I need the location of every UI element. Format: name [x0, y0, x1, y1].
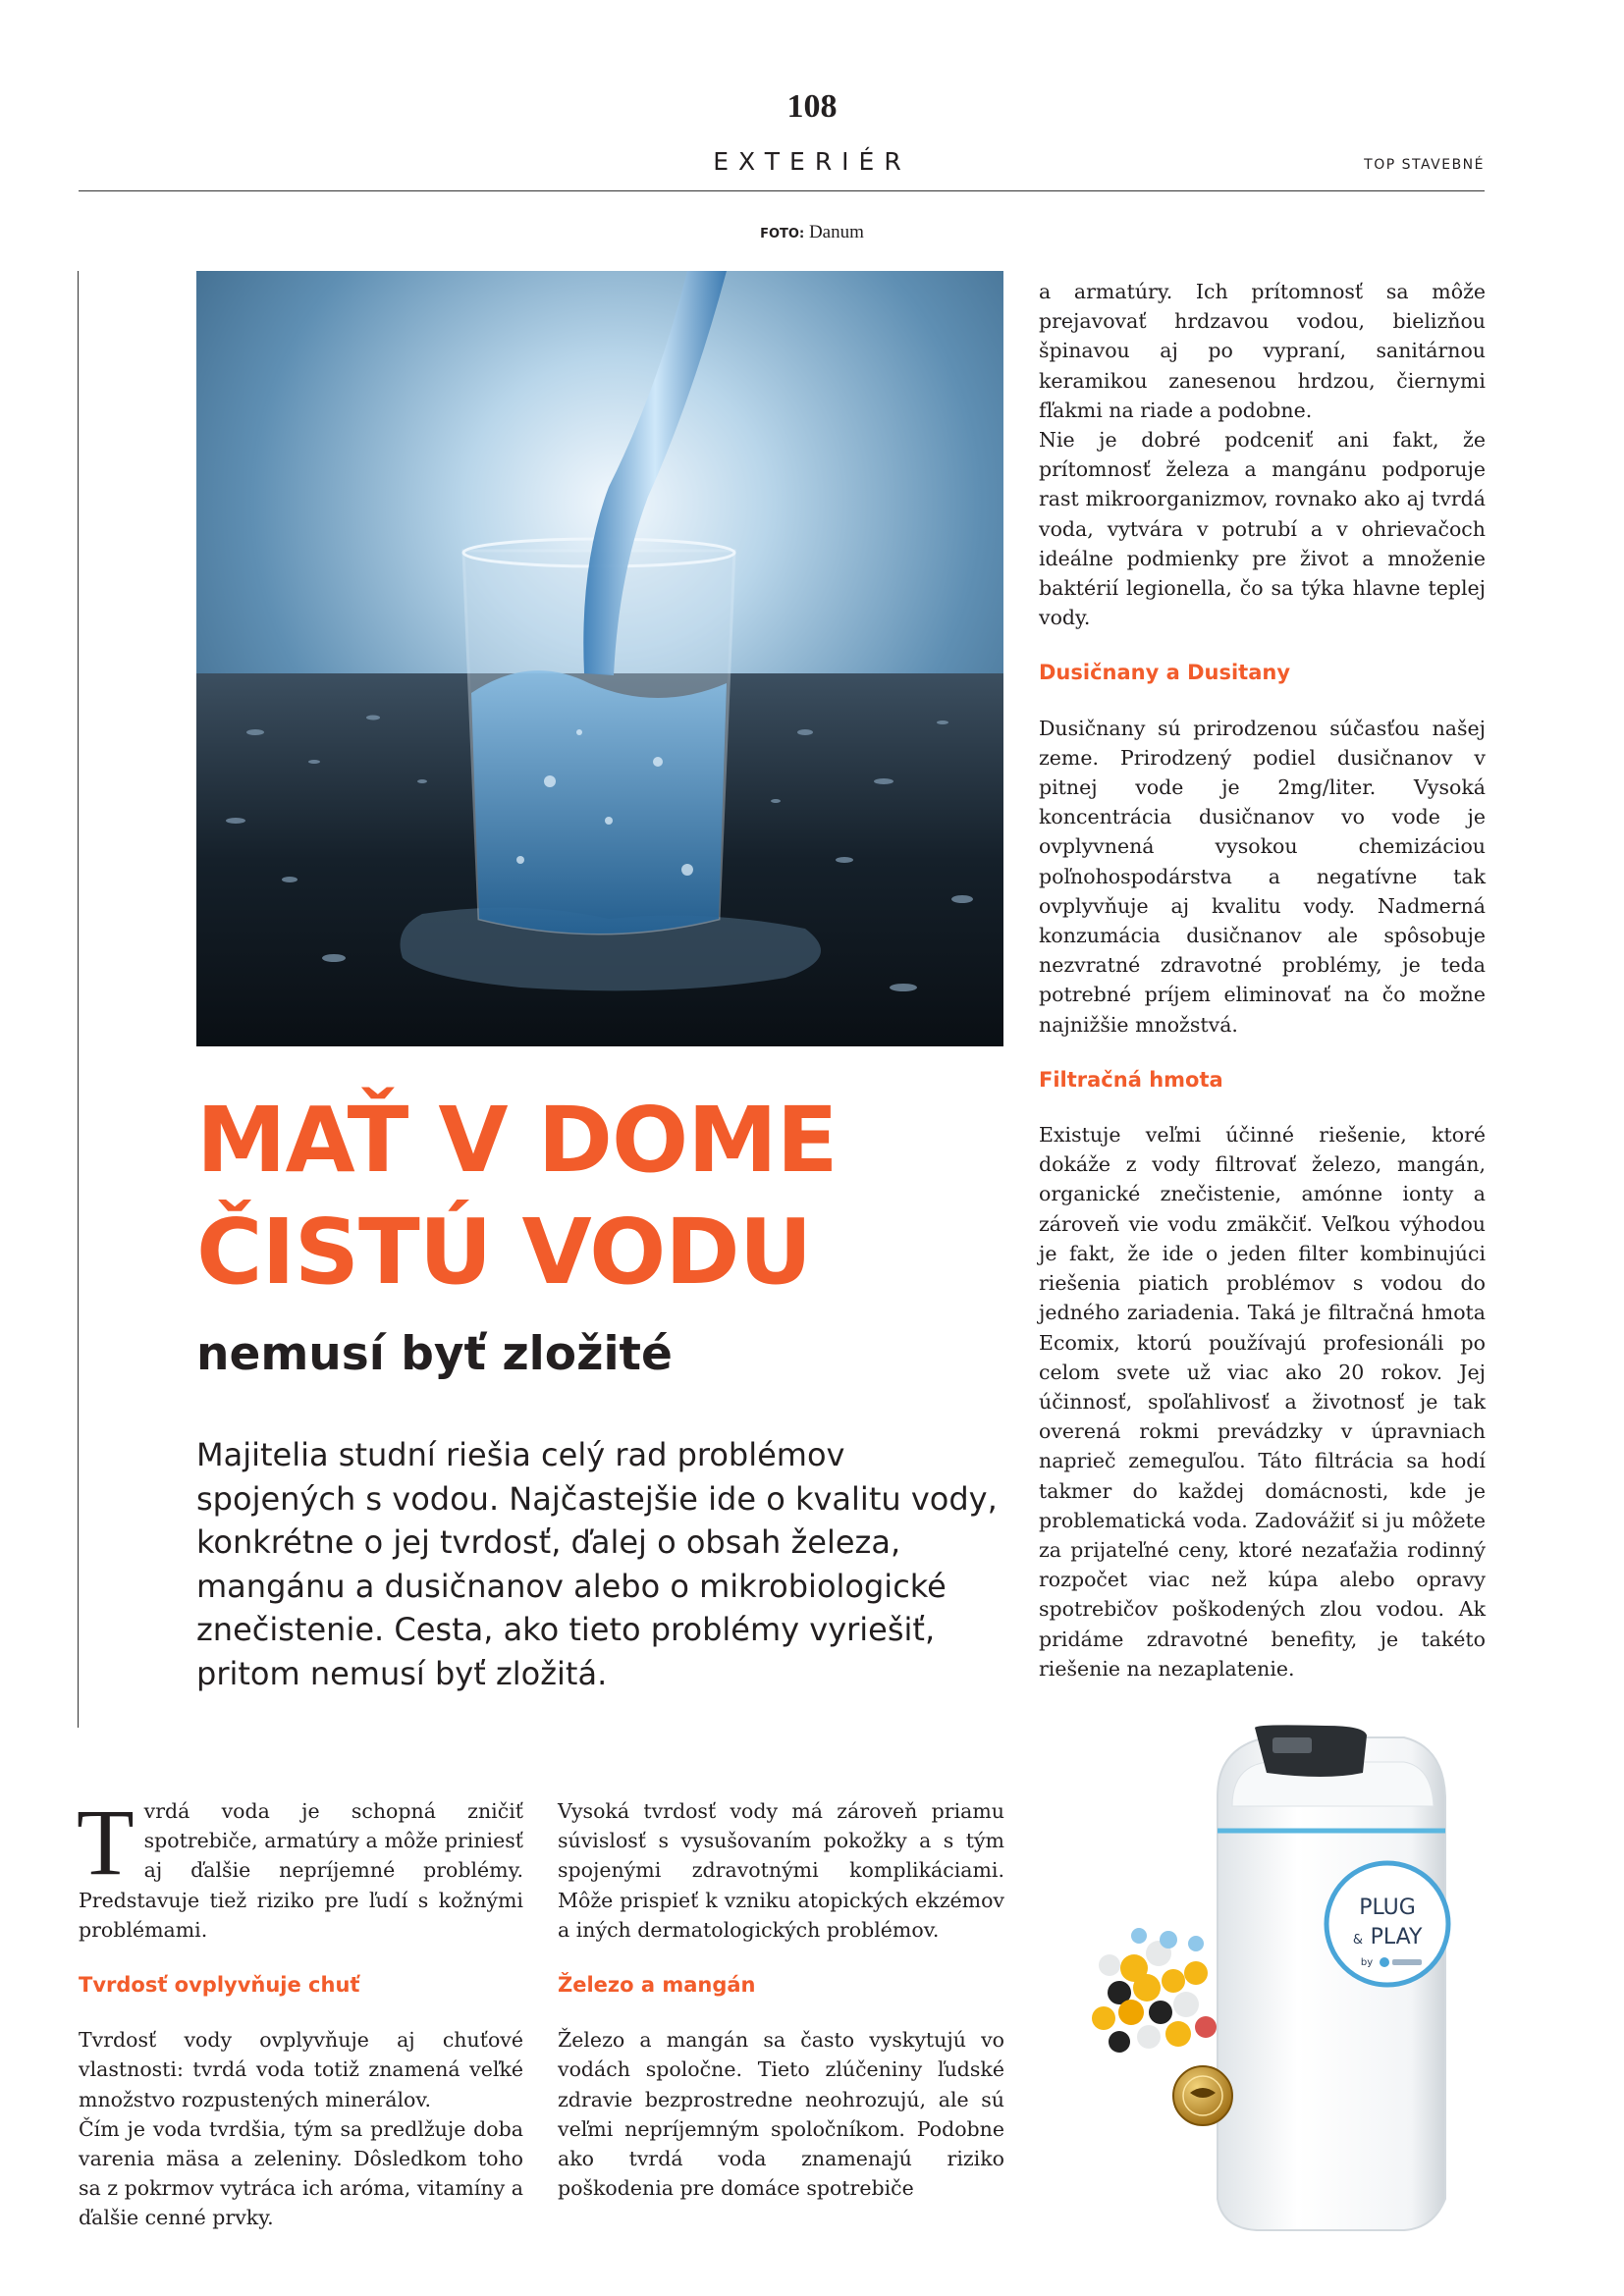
side-divider [78, 271, 79, 1728]
body-column-1 [77, 1789, 523, 2233]
publication-name: TOP STAVEBNÉ [1364, 157, 1485, 173]
product-photo-water-softener [1080, 1708, 1512, 2238]
article-subtitle: nemusí byť zložité [196, 1327, 673, 1381]
molecule-icon [1092, 1928, 1217, 2053]
article-title-line-2: ČISTÚ VODU [196, 1200, 812, 1305]
article-lead: Majitelia studní riešia celý rad problémov spojených s vodou. Najčastejšie ide o kvalitu vody, konkrétne o jej tvrdosť, ďalej o obsah železa, mangánu a dusičnanov alebo o mikrobiologické znečistenie. Cesta, ako tieto problémy vyriešiť, pritom nemusí byť zložitá. [196, 1436, 998, 1692]
subheading-tvrdost: Tvrdosť ovplyvňuje chuť [79, 1973, 360, 1998]
paragraph [77, 1789, 523, 1945]
badge-by: by [1360, 1957, 1374, 1968]
section-title: EXTERIÉR [713, 147, 911, 176]
paragraph: Vysoká tvrdosť vody má zároveň priamu súvislosť s vysušovaním pokožky a s tým spojenými zdravotnými komplikáciami. Môže prispieť k vzniku atopických ekzémov a iných dermatologických problémov. [558, 1799, 1004, 1942]
subheading-filtracna-hmota: Filtračná hmota [1039, 1067, 1223, 1092]
header-divider [79, 190, 1485, 191]
subheading-dusicnany: Dusičnany a Dusitany [1039, 661, 1291, 685]
article-title [196, 1085, 838, 1308]
photo-credit-label: FOTO: [760, 227, 805, 241]
badge-ampersand: & [1352, 1933, 1364, 1948]
paragraph: Čím je voda tvrdšia, tým sa predlžuje doba varenia mäsa a zeleniny. Dôsledkom toho sa z pokrmov vytráca ich aróma, vitamíny a ďalšie cenné prvky. [79, 2116, 523, 2230]
paragraph-text: vrdá voda je schopná zničiť spotrebiče, armatúry a môže priniesť aj ďalšie nepríjemné problémy. Predstavuje tiež riziko pre ľudí s kožnými problémami. [79, 1799, 523, 1942]
hero-photo-water-glass [196, 271, 1003, 1046]
subheading-zelezo: Železo a mangán [558, 1973, 756, 1998]
paragraph: Tvrdosť vody ovplyvňuje aj chuťové vlastnosti: tvrdá voda totiž znamená veľké množstvo rozpustených minerálov. [79, 2028, 523, 2111]
badge-play: PLAY [1370, 1925, 1423, 1949]
article-title-line-1: MAŤ V DOME [196, 1088, 838, 1193]
paragraph: a armatúry. Ich prítomnosť sa môže prejavovať hrdzavou vodou, bielizňou špinavou aj po vypraní, sanitárnou keramikou zanesenou hrdzou, čiernymi fľakmi na riade a podobne. [1039, 280, 1486, 422]
paragraph: Dusičnany sú prirodzenou súčasťou našej zeme. Prirodzený podiel dusičnanov v pitnej vode je 2mg/liter. Vysoká koncentrácia dusičnanov vo vode je ovplyvnená vysokou chemizáciou poľnohospodárstva a negatívne tak ovplyvňuje aj kvalitu vody. Nadmerná konzumácia dusičnanov ale spôsobuje nezvratné zdravotné problémy, je teda potrebné príjem eliminovať na čo možne najnižšie množstvá. [1039, 716, 1486, 1037]
photo-credit-value: Danum [808, 222, 864, 242]
photo-credit [0, 222, 1624, 243]
body-column-2 [558, 1796, 1004, 2203]
brand-logo-icon [1380, 1957, 1389, 1967]
paragraph: Železo a mangán sa často vyskytujú vo vodách spoločne. Tieto zlúčeniny ľudské zdravie bezprostredne neohrozujú, ale sú veľmi nepríjemným spoločníkom. Podobne ako tvrdá voda znamenajú riziko poškodenia pre domáce spotrebiče [558, 2028, 1004, 2201]
paragraph: Nie je dobré podceniť ani fakt, že prítomnosť železa a mangánu podporuje rast mikroorganizmov, rovnako ako aj tvrdá voda, vytvára v potrubí a v ohrievačoch ideálne podmienky pre život a množenie baktérií legionella, čo sa týka hlavne teplej vody. [1039, 428, 1486, 630]
page-number: 108 [786, 88, 838, 125]
paragraph: Existuje veľmi účinné riešenie, ktoré dokáže z vody filtrovať železo, mangán, organické znečistenie, amónne ionty a zároveň vie vodu zmäkčiť. Veľkou výhodou je fakt, že ide o jeden filter kombinujúci riešenia piatich problémov s vodou do jedného zariadenia. Taká je filtračná hmota Ecomix, ktorú používajú profesionáli po celom svete už viac ako 20 rokov. Jej účinnosť, spoľahlivosť a životnosť je tak overená rokmi prevádzky v úpravniach naprieč zemeguľou. Táto filtrácia sa hodí takmer do každej domácnosti, kde je problematická voda. Zadovážiť si ju môžete za prijateľné ceny, ktoré nezaťažia rodinný rozpočet viac než kúpa alebo opravy spotrebičov poškodených zlou vodou. Ak pridáme zdravotné benefity, je takéto riešenie na nezaplatenie. [1039, 1123, 1486, 1681]
body-column-3 [1039, 277, 1486, 1683]
badge-plug: PLUG [1359, 1896, 1416, 1920]
drop-cap: T [77, 1789, 135, 1895]
